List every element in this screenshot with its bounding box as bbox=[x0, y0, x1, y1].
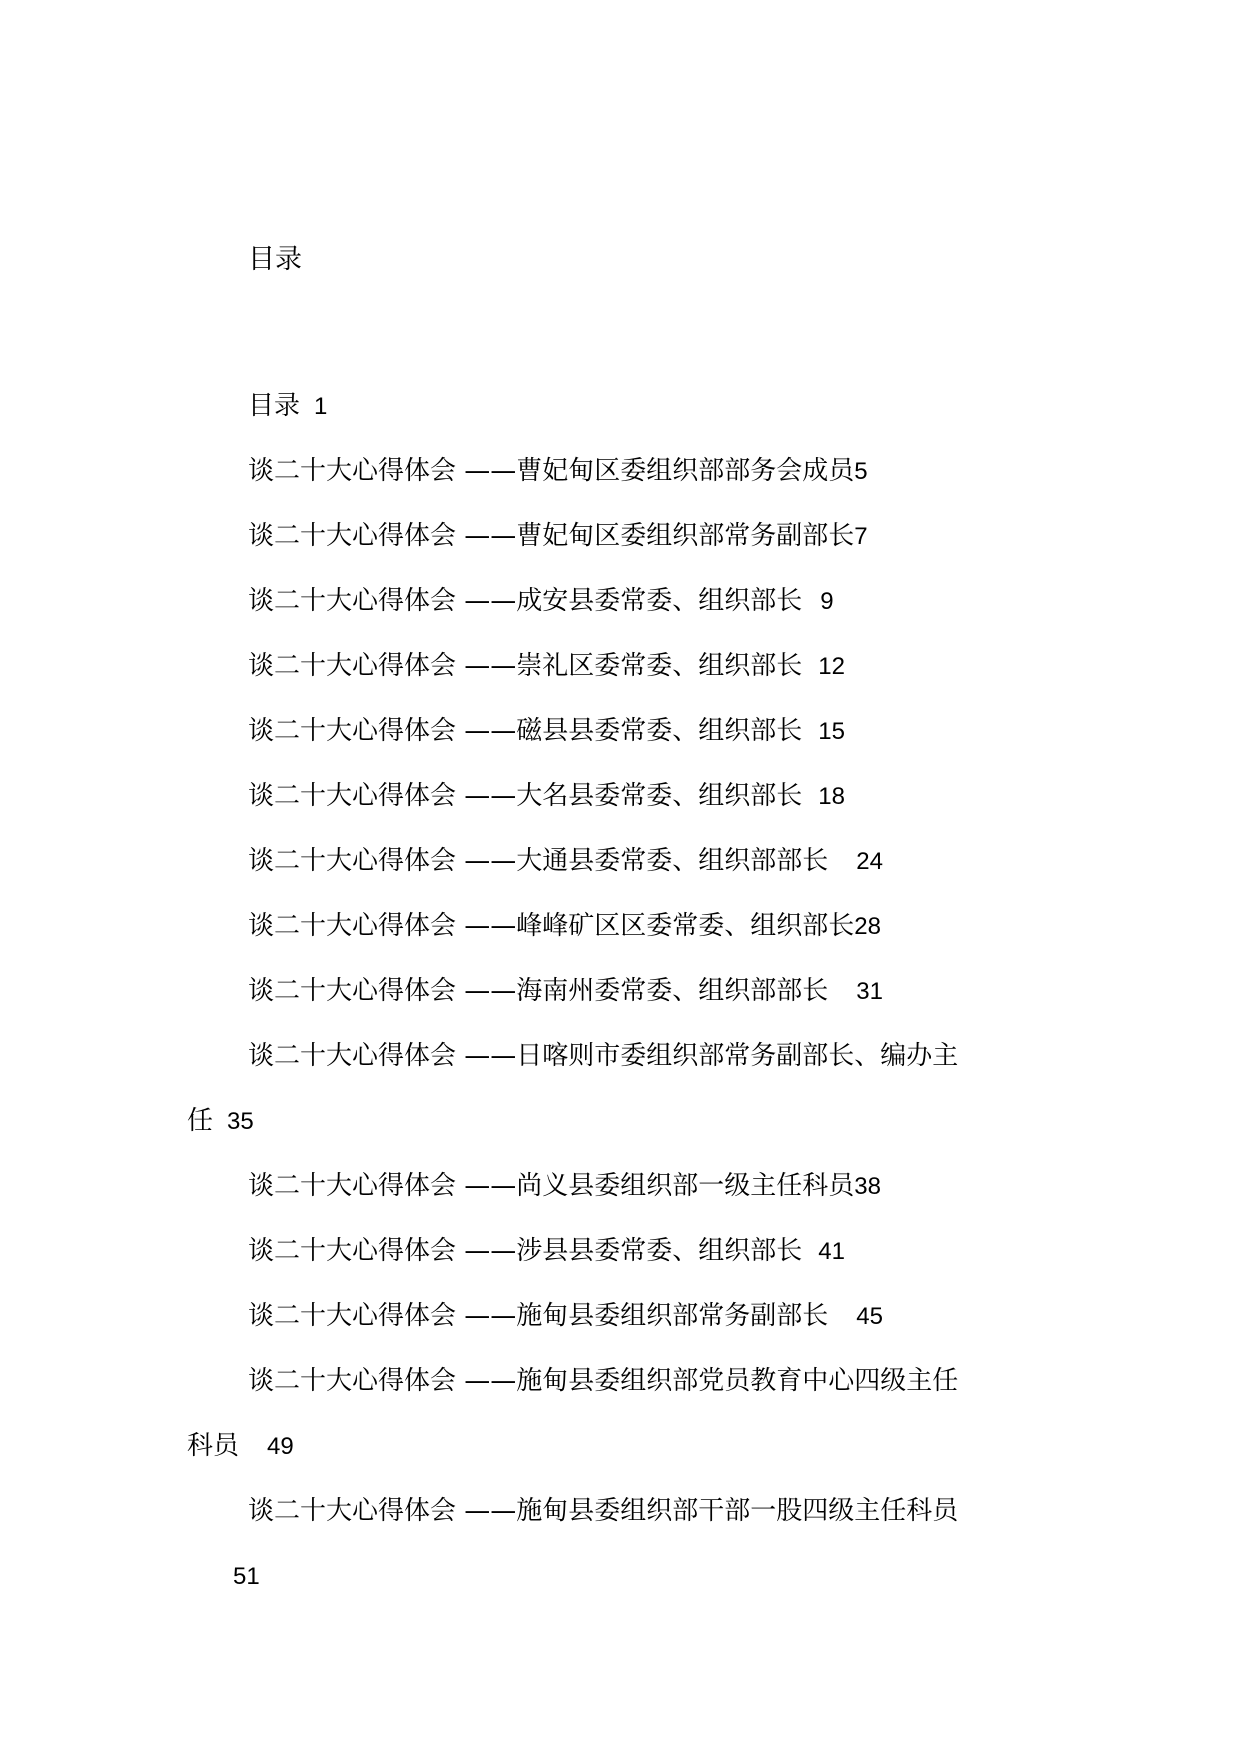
toc-entry[interactable]: 谈二十大心得体会 ——峰峰矿区区委常委、组织部长28 bbox=[248, 911, 881, 941]
toc-heading: 目录 bbox=[248, 244, 302, 275]
toc-entry[interactable]: 谈二十大心得体会 ——崇礼区委常委、组织部长 12 bbox=[248, 651, 845, 681]
page-number: 18 bbox=[818, 783, 845, 810]
toc-entry[interactable]: 谈二十大心得体会 ——施甸县委组织部常务副部长 45 bbox=[248, 1301, 883, 1331]
toc-entry[interactable]: 谈二十大心得体会 ——曹妃甸区委组织部部务会成员5 bbox=[248, 456, 868, 486]
page-number: 51 bbox=[233, 1563, 260, 1590]
page-number: 5 bbox=[854, 458, 868, 485]
page-number: 1 bbox=[314, 393, 328, 420]
page-number: 45 bbox=[856, 1303, 883, 1330]
toc-entry[interactable]: 谈二十大心得体会 ——大名县委常委、组织部长 18 bbox=[248, 781, 845, 811]
toc-entry-continuation[interactable]: 科员 49 bbox=[187, 1431, 294, 1461]
toc-entry[interactable]: 谈二十大心得体会 ——海南州委常委、组织部部长 31 bbox=[248, 976, 883, 1006]
page-number: 35 bbox=[227, 1108, 254, 1135]
page-number: 24 bbox=[856, 848, 883, 875]
page-number: 7 bbox=[854, 523, 868, 550]
table-of-contents bbox=[187, 374, 1053, 1609]
toc-entry[interactable]: 谈二十大心得体会 ——施甸县委组织部干部一股四级主任科员 bbox=[248, 1496, 959, 1526]
toc-entry[interactable]: 谈二十大心得体会 ——涉县县委常委、组织部长 41 bbox=[248, 1236, 845, 1266]
page-number: 31 bbox=[856, 978, 883, 1005]
toc-entry-continuation[interactable] bbox=[187, 1544, 1053, 1609]
page-number: 38 bbox=[854, 1173, 881, 1200]
toc-entry[interactable]: 谈二十大心得体会 ——日喀则市委组织部常务副部长、编办主 bbox=[248, 1041, 959, 1071]
page-number: 15 bbox=[818, 718, 845, 745]
toc-entry[interactable]: 目录 1 bbox=[248, 391, 328, 421]
page-number: 9 bbox=[820, 588, 834, 615]
toc-entry[interactable]: 谈二十大心得体会 ——磁县县委常委、组织部长 15 bbox=[248, 716, 845, 746]
page-number: 12 bbox=[818, 653, 845, 680]
page-number: 41 bbox=[818, 1238, 845, 1265]
toc-entry[interactable]: 谈二十大心得体会 ——曹妃甸区委组织部常务副部长7 bbox=[248, 521, 868, 551]
page-number: 49 bbox=[267, 1433, 294, 1460]
toc-entry[interactable]: 谈二十大心得体会 ——施甸县委组织部党员教育中心四级主任 bbox=[248, 1366, 959, 1396]
toc-entry[interactable]: 谈二十大心得体会 ——大通县委常委、组织部部长 24 bbox=[248, 846, 883, 876]
toc-entry[interactable]: 谈二十大心得体会 ——尚义县委组织部一级主任科员38 bbox=[248, 1171, 881, 1201]
page-number: 28 bbox=[854, 913, 881, 940]
toc-entry[interactable]: 谈二十大心得体会 ——成安县委常委、组织部长 9 bbox=[248, 586, 834, 616]
toc-entry-continuation[interactable]: 任 35 bbox=[187, 1106, 254, 1136]
